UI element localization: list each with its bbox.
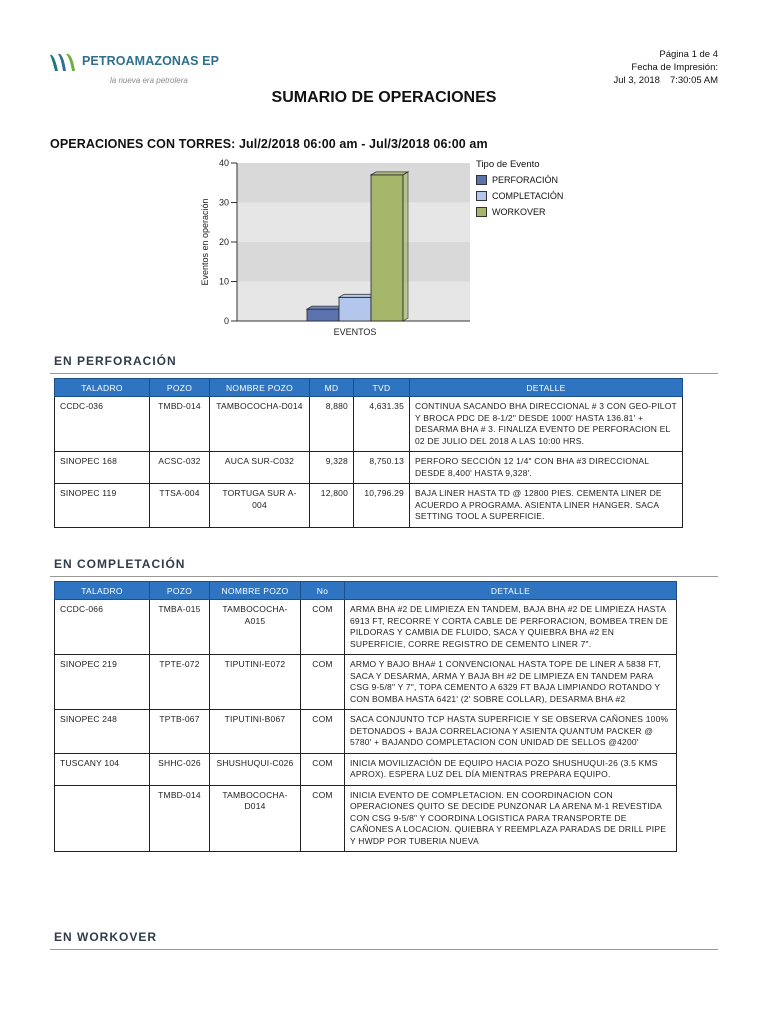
column-header-taladro: TALADRO xyxy=(55,379,150,397)
column-header-no: No xyxy=(301,582,345,600)
cell-taladro: SINOPEC 168 xyxy=(55,452,150,484)
print-date-label: Fecha de Impresión: xyxy=(631,62,718,73)
column-header-detalle: DETALLE xyxy=(410,379,683,397)
cell-no: COM xyxy=(301,710,345,754)
bar-completación xyxy=(339,297,371,321)
column-header-pozo: POZO xyxy=(150,379,210,397)
print-time: 7:30:05 AM xyxy=(669,75,718,86)
legend-item-perforacion xyxy=(476,172,563,188)
company-tagline: la nueva era petrolera xyxy=(110,76,188,85)
print-datetime xyxy=(613,74,718,87)
column-header-taladro: TALADRO xyxy=(55,582,150,600)
table-row xyxy=(55,600,677,655)
legend-label: PERFORACIÓN xyxy=(492,175,559,185)
cell-tvd: 8,750.13 xyxy=(354,452,410,484)
perforacion-table xyxy=(54,378,683,528)
x-category-label: EVENTOS xyxy=(333,327,377,337)
legend-item-workover xyxy=(476,204,563,220)
section-title-completacion: EN COMPLETACIÓN xyxy=(54,557,186,571)
cell-nombre-pozo: SHUSHUQUI-C026 xyxy=(210,753,301,785)
legend-swatch xyxy=(476,207,487,217)
bar-top xyxy=(307,306,344,309)
y-tick-label: 30 xyxy=(218,197,229,208)
y-tick-label: 10 xyxy=(218,276,229,287)
cell-detalle: ARMO Y BAJO BHA# 1 CONVENCIONAL HASTA TOPE DE LINER A 5838 FT, SACA Y DESARMA, ARMA Y BAJA BH #2 DE LIMPIEZA EN TANDEM PARA CSG 9-5/8" Y 7", TOPA CEMENTO A 6329 FT BAJA LIMPIANDO ROTANDO Y CON BOMBA HASTA 6421' (2' SOBRE COLLAR), DESARMA BHA #2 xyxy=(345,655,677,710)
cell-nombre-pozo: AUCA SUR-C032 xyxy=(210,452,310,484)
cell-pozo: TMBD-014 xyxy=(150,785,210,852)
cell-no: COM xyxy=(301,655,345,710)
cell-pozo: TTSA-004 xyxy=(150,484,210,528)
grid-band xyxy=(237,163,470,203)
cell-pozo: TMBA-015 xyxy=(150,600,210,655)
cell-detalle: INICIA EVENTO DE COMPLETACION. EN COORDINACION CON OPERACIONES QUITO SE DECIDE PUNZONAR LA ARENA M-1 REVESTIDA CON CSG 9-5/8" Y COORDINA LOGISTICA PARA TRANSPORTE DE CAÑONES A LOCACION. QUIEBRA Y REEMPLAZA PARADAS DE DRILL PIPE Y HWDP POR TUBERIA NUEVA xyxy=(345,785,677,852)
y-axis-label: Eventos en operación xyxy=(200,198,210,286)
table-row xyxy=(55,710,677,754)
table-row xyxy=(55,484,683,528)
bar-top xyxy=(371,172,408,175)
cell-detalle: PERFORO SECCIÓN 12 1/4" CON BHA #3 DIRECCIONAL DESDE 8,400' HASTA 9,328'. xyxy=(410,452,683,484)
bar-perforación xyxy=(307,309,339,321)
cell-tvd: 10,796.29 xyxy=(354,484,410,528)
cell-taladro: SINOPEC 248 xyxy=(55,710,150,754)
cell-nombre-pozo: TAMBOCOCHA-D014 xyxy=(210,397,310,452)
chart-legend xyxy=(476,157,563,220)
company-name: PETROAMAZONAS EP xyxy=(82,54,220,68)
table-header-row xyxy=(55,582,677,600)
bar-top xyxy=(339,294,376,297)
legend-title: Tipo de Evento xyxy=(476,159,540,170)
cell-nombre-pozo: TAMBOCOCHA-A015 xyxy=(210,600,301,655)
cell-pozo: TMBD-014 xyxy=(150,397,210,452)
completacion-table xyxy=(54,581,677,852)
column-header-detalle: DETALLE xyxy=(345,582,677,600)
legend-label: WORKOVER xyxy=(492,207,546,217)
cell-md: 8,880 xyxy=(310,397,354,452)
company-logo xyxy=(48,49,238,91)
report-title: SUMARIO DE OPERACIONES xyxy=(271,89,497,106)
column-header-nombre-pozo: NOMBRE POZO xyxy=(210,582,301,600)
cell-pozo: SHHC-026 xyxy=(150,753,210,785)
grid-band xyxy=(237,203,470,243)
column-header-md: MD xyxy=(310,379,354,397)
table-row xyxy=(55,785,677,852)
cell-no: COM xyxy=(301,600,345,655)
bar-workover xyxy=(371,175,403,321)
cell-nombre-pozo: TIPUTINI-E072 xyxy=(210,655,301,710)
cell-taladro: CCDC-036 xyxy=(55,397,150,452)
petroamazonas-logo-icon xyxy=(48,51,80,73)
cell-md: 12,800 xyxy=(310,484,354,528)
table-row xyxy=(55,655,677,710)
print-date: Jul 3, 2018 xyxy=(613,75,660,86)
cell-taladro: SINOPEC 219 xyxy=(55,655,150,710)
y-tick-label: 20 xyxy=(218,237,229,247)
cell-pozo: TPTE-072 xyxy=(150,655,210,710)
legend-swatch xyxy=(476,175,487,185)
cell-detalle: BAJA LINER HASTA TD @ 12800 PIES. CEMENTA LINER DE ACUERDO A PROGRAMA. ASIENTA LINER HANGER. SACA SETTING TOOL A SUPERFICIE. xyxy=(410,484,683,528)
bar-side xyxy=(403,172,408,321)
cell-no: COM xyxy=(301,785,345,852)
y-tick-label: 0 xyxy=(223,316,229,326)
y-tick-label: 40 xyxy=(218,158,229,168)
cell-taladro: CCDC-066 xyxy=(55,600,150,655)
section-title-perforacion: EN PERFORACIÓN xyxy=(54,354,177,368)
cell-md: 9,328 xyxy=(310,452,354,484)
cell-taladro: TUSCANY 104 xyxy=(55,753,150,785)
section-divider xyxy=(50,576,718,577)
cell-detalle: ARMA BHA #2 DE LIMPIEZA EN TANDEM, BAJA BHA #2 DE LIMPIEZA HASTA 6913 FT, RECORRE Y CORTA CABLE DE PERFORACION, BOMBEA TREN DE PILDORAS Y CAMBIA DE FLUIDO, SACA Y QUIEBRA BHA #2 EN SUPERFICIE, CORRE REGISTRO DE CEMENTO LINER 7". xyxy=(345,600,677,655)
events-bar-chart xyxy=(195,155,480,345)
legend-swatch xyxy=(476,191,487,201)
section-divider xyxy=(50,373,718,374)
page-number: Página 1 de 4 xyxy=(659,49,718,60)
cell-detalle: CONTINUA SACANDO BHA DIRECCIONAL # 3 CON GEO-PILOT Y BROCA PDC DE 8-1/2" DESDE 1000' HASTA 136.81' + DESARMA BHA # 3. FINALIZA EVENTO DE PERFORACION EL 02 DE JULIO DEL 2018 A LAS 10:00 HRS. xyxy=(410,397,683,452)
table-row xyxy=(55,452,683,484)
grid-band xyxy=(237,242,470,282)
cell-taladro xyxy=(55,785,150,852)
cell-pozo: ACSC-032 xyxy=(150,452,210,484)
column-header-nombre-pozo: NOMBRE POZO xyxy=(210,379,310,397)
cell-nombre-pozo: TORTUGA SUR A-004 xyxy=(210,484,310,528)
table-row xyxy=(55,753,677,785)
section-title-workover: EN WORKOVER xyxy=(54,930,158,944)
column-header-tvd: TVD xyxy=(354,379,410,397)
cell-detalle: SACA CONJUNTO TCP HASTA SUPERFICIE Y SE OBSERVA CAÑONES 100% DETONADOS + BAJA CORRELACIONA Y ASIENTA QUANTUM PACKER @ 5780' + BAJANDO COMPLETACION CON UNIDAD DE SELLOS @4200' xyxy=(345,710,677,754)
page-info xyxy=(613,48,718,87)
cell-nombre-pozo: TIPUTINI-B067 xyxy=(210,710,301,754)
cell-detalle: INICIA MOVILIZACIÓN DE EQUIPO HACIA POZO SHUSHUQUI-26 (3.5 KMS APROX). ESPERA LUZ DEL DÍA MIENTRAS PREPARA EQUIPO. xyxy=(345,753,677,785)
legend-label: COMPLETACIÓN xyxy=(492,191,564,201)
cell-pozo: TPTB-067 xyxy=(150,710,210,754)
column-header-pozo: POZO xyxy=(150,582,210,600)
section-divider xyxy=(50,949,718,950)
table-row xyxy=(55,397,683,452)
operations-heading: OPERACIONES CON TORRES: Jul/2/2018 06:00 am - Jul/3/2018 06:00 am xyxy=(50,137,488,151)
cell-taladro: SINOPEC 119 xyxy=(55,484,150,528)
cell-tvd: 4,631.35 xyxy=(354,397,410,452)
table-header-row xyxy=(55,379,683,397)
legend-item-completacion xyxy=(476,188,563,204)
cell-nombre-pozo: TAMBOCOCHA-D014 xyxy=(210,785,301,852)
cell-no: COM xyxy=(301,753,345,785)
